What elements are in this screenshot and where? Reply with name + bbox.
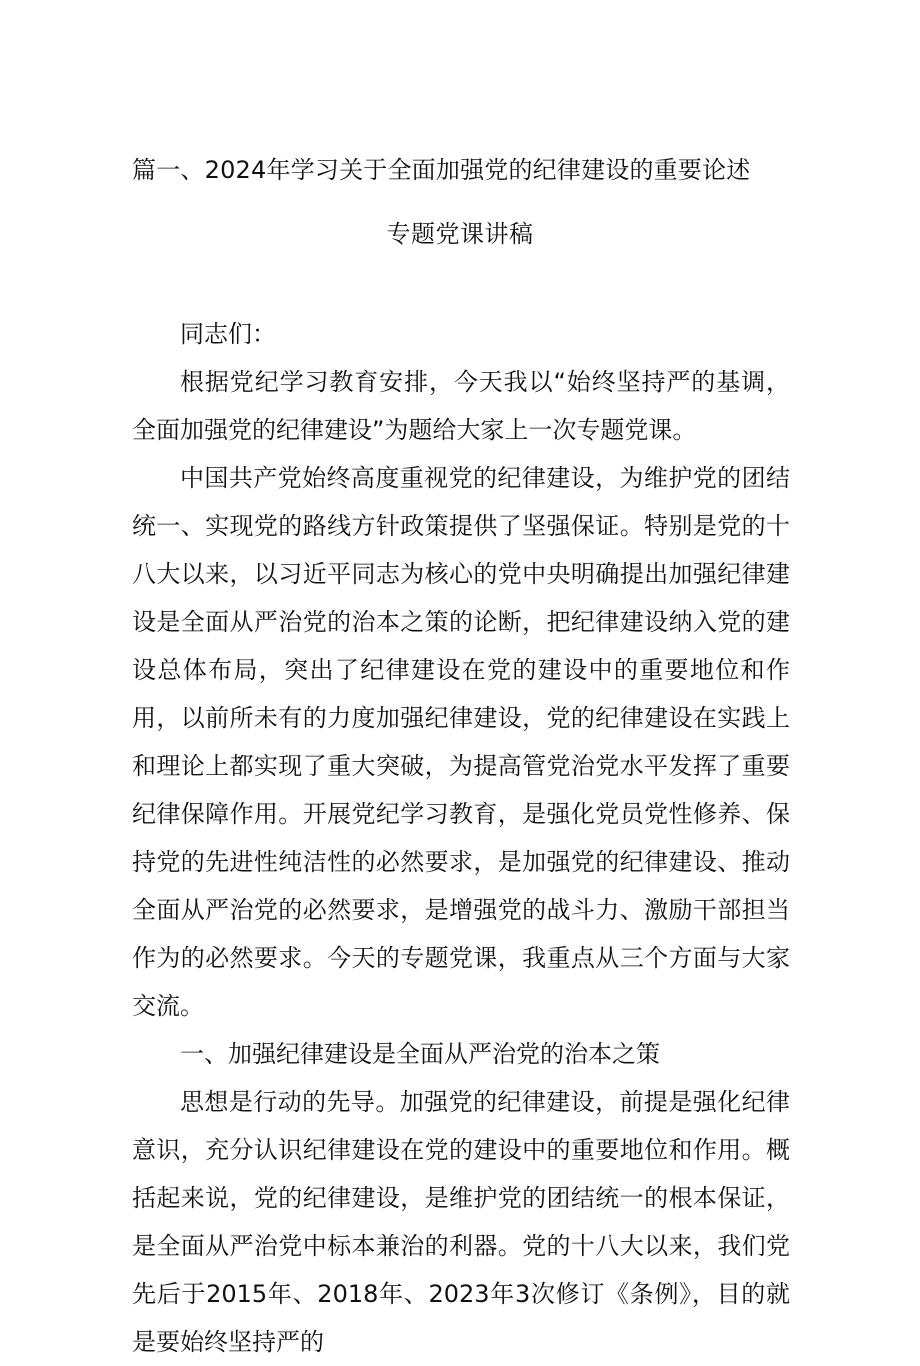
document-body — [132, 310, 790, 1366]
document-title: 篇一、2024年学习关于全面加强党的纪律建设的重要论述 — [132, 156, 751, 184]
background-paragraph: 中国共产党始终高度重视党的纪律建设，为维护党的团结统一、实现党的路线方针政策提供了坚强保证。特别是党的十八大以来，以习近平同志为核心的党中央明确提出加强纪律建设是全面从严治党的治本之策的论断，把纪律建设纳入党的建设总体布局，突出了纪律建设在党的建设中的重要地位和作用，以前所未有的力度加强纪律建设，党的纪律建设在实践上和理论上都实现了重大突破，为提高管党治党水平发挥了重要纪律保障作用。开展党纪学习教育，是强化党员党性修养、保持党的先进性纯洁性的必然要求，是加强党的纪律建设、推动全面从严治党的必然要求，是增强党的战斗力、激励干部担当作为的必然要求。今天的专题党课，我重点从三个方面与大家交流。 — [132, 464, 790, 1020]
intro-paragraph: 根据党纪学习教育安排，今天我以“始终坚持严的基调，全面加强党的纪律建设”为题给大家上一次专题党课。 — [132, 368, 790, 444]
greeting-paragraph: 同志们： — [180, 320, 276, 348]
document-subtitle: 专题党课讲稿 — [386, 220, 534, 248]
section-heading: 一、加强纪律建设是全面从严治党的治本之策 — [180, 1040, 660, 1068]
section-paragraph: 思想是行动的先导。加强党的纪律建设，前提是强化纪律意识，充分认识纪律建设在党的建设中的重要地位和作用。概括起来说，党的纪律建设，是维护党的团结统一的根本保证，是全面从严治党中标本兼治的利器。党的十八大以来，我们党先后于2015年、2018年、2023年3次修订《条例》，目的就是要始终坚持严的 — [132, 1088, 790, 1356]
